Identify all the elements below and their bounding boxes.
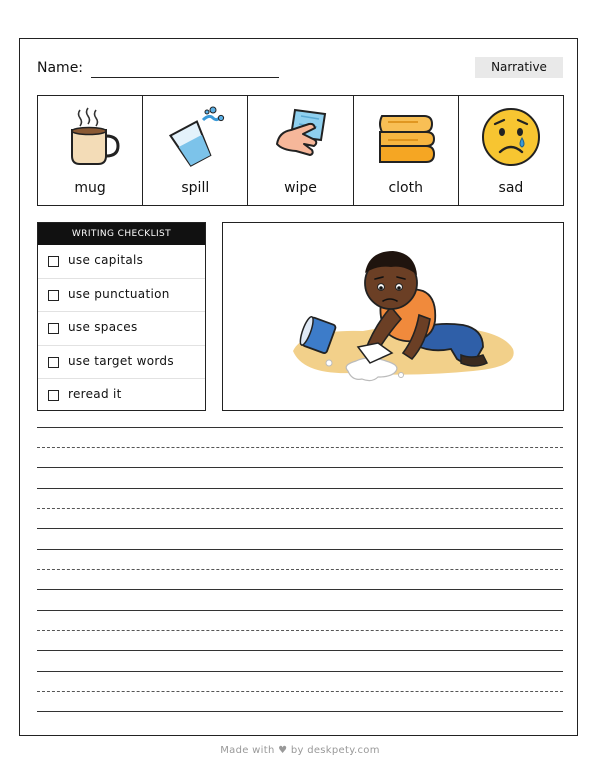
checklist-item[interactable] [38, 279, 205, 313]
checkbox[interactable] [48, 256, 59, 267]
writing-line-solid[interactable] [37, 610, 563, 611]
writing-line-dashed [37, 630, 563, 631]
writing-line-solid[interactable] [37, 528, 563, 529]
footer-prefix: Made with [220, 745, 275, 756]
vocab-card-sad [459, 96, 563, 205]
vocab-word: mug [74, 180, 106, 196]
checklist-item-label: use punctuation [68, 286, 170, 301]
checkbox[interactable] [48, 290, 59, 301]
footer-suffix: by deskpety.com [290, 745, 380, 756]
writing-line-dashed [37, 569, 563, 570]
checklist-item[interactable] [38, 379, 205, 412]
vocab-word: wipe [284, 180, 317, 196]
checkbox[interactable] [48, 390, 59, 401]
checklist-item-label: use target words [68, 353, 174, 368]
scene-picture [222, 222, 564, 411]
vocab-card-mug [38, 96, 143, 205]
worksheet [19, 38, 578, 736]
folded-cloth-icon [374, 104, 438, 168]
writing-line-solid[interactable] [37, 650, 563, 651]
vocab-word: spill [181, 180, 210, 196]
checklist-item[interactable] [38, 245, 205, 279]
writing-line-dashed [37, 691, 563, 692]
writing-line-dashed [37, 447, 563, 448]
writing-line-solid[interactable] [37, 589, 563, 590]
checklist-item[interactable] [38, 346, 205, 380]
mug-icon [58, 104, 122, 168]
vocab-word: cloth [388, 180, 423, 196]
vocab-card-cloth [354, 96, 459, 205]
genre-badge: Narrative [475, 57, 563, 78]
boy-wiping-spill-illustration [223, 223, 562, 409]
hand-wiping-icon [269, 104, 333, 168]
writing-line-solid[interactable] [37, 671, 563, 672]
writing-line-dashed [37, 508, 563, 509]
vocab-row [37, 95, 564, 206]
sad-face-icon [479, 104, 543, 168]
writing-line-solid[interactable] [37, 427, 563, 428]
writing-line-solid[interactable] [37, 488, 563, 489]
checklist-item-label: use spaces [68, 320, 138, 335]
vocab-card-wipe [248, 96, 353, 205]
checkbox[interactable] [48, 323, 59, 334]
checklist-item-label: use capitals [68, 253, 144, 267]
name-label: Name: [37, 60, 84, 76]
writing-line-solid[interactable] [37, 467, 563, 468]
writing-line-solid[interactable] [37, 549, 563, 550]
checklist-item-label: reread it [68, 387, 122, 402]
vocab-card-spill [143, 96, 248, 205]
footer-credit [0, 745, 600, 756]
spilling-glass-icon [163, 104, 227, 168]
writing-line-solid[interactable] [37, 711, 563, 712]
heart-icon: ♥ [278, 745, 288, 756]
checkbox[interactable] [48, 357, 59, 368]
vocab-word: sad [498, 180, 524, 196]
checklist-item[interactable] [38, 312, 205, 346]
name-line[interactable] [91, 77, 279, 78]
checklist-title: WRITING CHECKLIST [38, 223, 205, 245]
writing-checklist [37, 222, 206, 411]
